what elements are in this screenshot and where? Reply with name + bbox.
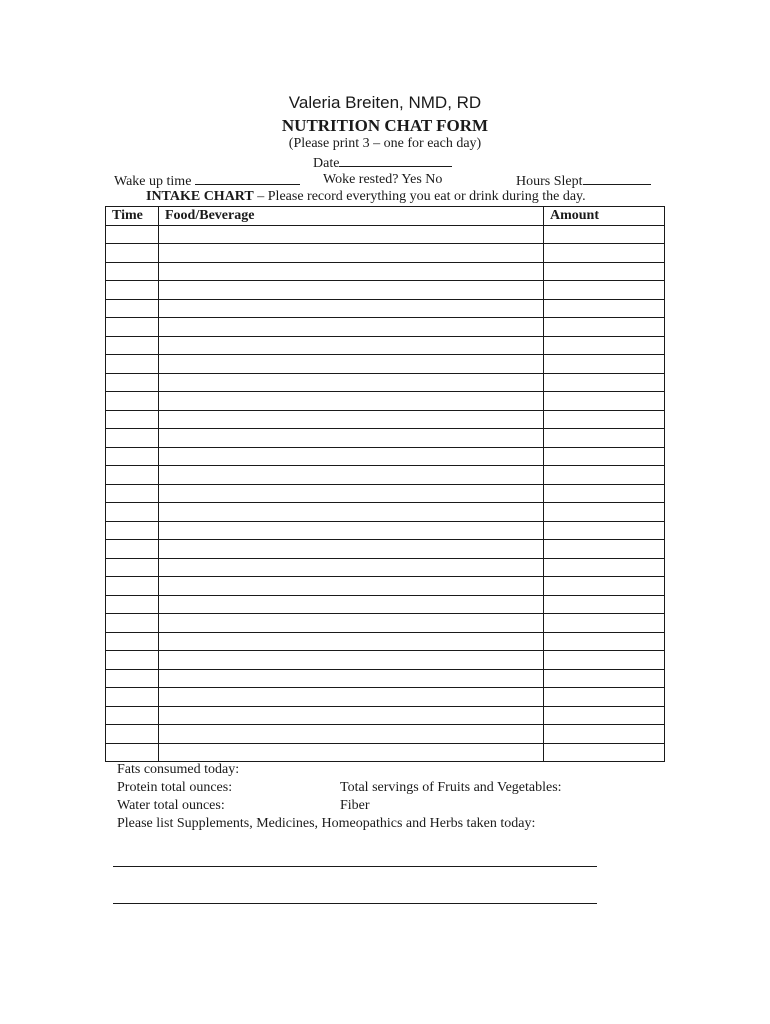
date-blank[interactable] bbox=[339, 154, 452, 167]
food-column-header: Food/Beverage bbox=[159, 207, 544, 226]
time-cell[interactable] bbox=[106, 669, 159, 688]
fruits-vegetables-label: Total servings of Fruits and Vegetables: bbox=[340, 780, 562, 795]
table-row bbox=[106, 725, 665, 744]
fiber-label: Fiber bbox=[340, 798, 370, 813]
food-cell[interactable] bbox=[159, 336, 544, 355]
amount-cell[interactable] bbox=[544, 706, 665, 725]
time-cell[interactable] bbox=[106, 410, 159, 429]
food-cell[interactable] bbox=[159, 558, 544, 577]
food-cell[interactable] bbox=[159, 225, 544, 244]
intake-heading bbox=[146, 189, 586, 205]
table-row bbox=[106, 262, 665, 281]
food-cell[interactable] bbox=[159, 262, 544, 281]
table-row bbox=[106, 503, 665, 522]
amount-cell[interactable] bbox=[544, 373, 665, 392]
time-cell[interactable] bbox=[106, 429, 159, 448]
intake-heading-bold: INTAKE CHART bbox=[146, 189, 254, 204]
amount-cell[interactable] bbox=[544, 336, 665, 355]
amount-cell[interactable] bbox=[544, 410, 665, 429]
food-cell[interactable] bbox=[159, 688, 544, 707]
water-label: Water total ounces: bbox=[117, 798, 225, 813]
food-cell[interactable] bbox=[159, 466, 544, 485]
food-cell[interactable] bbox=[159, 651, 544, 670]
supplements-line-1[interactable] bbox=[113, 866, 597, 867]
print-note: (Please print 3 – one for each day) bbox=[288, 136, 482, 151]
food-cell[interactable] bbox=[159, 577, 544, 596]
food-cell[interactable] bbox=[159, 355, 544, 374]
table-row bbox=[106, 558, 665, 577]
food-cell[interactable] bbox=[159, 447, 544, 466]
food-cell[interactable] bbox=[159, 725, 544, 744]
wake-up-field[interactable] bbox=[114, 172, 300, 190]
amount-cell[interactable] bbox=[544, 244, 665, 263]
author-name: Valeria Breiten, NMD, RD bbox=[288, 93, 482, 112]
time-cell[interactable] bbox=[106, 299, 159, 318]
amount-cell[interactable] bbox=[544, 651, 665, 670]
time-cell[interactable] bbox=[106, 503, 159, 522]
table-row bbox=[106, 281, 665, 300]
food-cell[interactable] bbox=[159, 595, 544, 614]
amount-cell[interactable] bbox=[544, 318, 665, 337]
food-cell[interactable] bbox=[159, 299, 544, 318]
food-cell[interactable] bbox=[159, 669, 544, 688]
table-row bbox=[106, 540, 665, 559]
table-row bbox=[106, 318, 665, 337]
wake-up-blank[interactable] bbox=[195, 172, 300, 185]
amount-cell[interactable] bbox=[544, 632, 665, 651]
amount-cell[interactable] bbox=[544, 225, 665, 244]
form-title: NUTRITION CHAT FORM bbox=[281, 116, 489, 135]
time-cell[interactable] bbox=[106, 466, 159, 485]
time-cell[interactable] bbox=[106, 743, 159, 762]
hours-slept-blank[interactable] bbox=[583, 172, 651, 185]
food-cell[interactable] bbox=[159, 484, 544, 503]
table-row bbox=[106, 577, 665, 596]
time-cell[interactable] bbox=[106, 447, 159, 466]
table-row bbox=[106, 743, 665, 762]
time-cell[interactable] bbox=[106, 558, 159, 577]
amount-cell[interactable] bbox=[544, 262, 665, 281]
supplements-line-2[interactable] bbox=[113, 903, 597, 904]
table-row bbox=[106, 688, 665, 707]
amount-cell[interactable] bbox=[544, 595, 665, 614]
table-row bbox=[106, 336, 665, 355]
amount-cell[interactable] bbox=[544, 558, 665, 577]
food-cell[interactable] bbox=[159, 614, 544, 633]
amount-cell[interactable] bbox=[544, 503, 665, 522]
time-cell[interactable] bbox=[106, 336, 159, 355]
food-cell[interactable] bbox=[159, 244, 544, 263]
table-row bbox=[106, 651, 665, 670]
food-cell[interactable] bbox=[159, 318, 544, 337]
time-cell[interactable] bbox=[106, 262, 159, 281]
time-cell[interactable] bbox=[106, 392, 159, 411]
time-cell[interactable] bbox=[106, 706, 159, 725]
time-cell[interactable] bbox=[106, 521, 159, 540]
hours-slept-field[interactable] bbox=[516, 172, 651, 190]
amount-cell[interactable] bbox=[544, 577, 665, 596]
table-row bbox=[106, 521, 665, 540]
woke-rested-label[interactable]: Woke rested? Yes No bbox=[323, 172, 443, 187]
table-row bbox=[106, 706, 665, 725]
amount-cell[interactable] bbox=[544, 484, 665, 503]
time-cell[interactable] bbox=[106, 373, 159, 392]
supplements-label: Please list Supplements, Medicines, Homeopathics and Herbs taken today: bbox=[117, 816, 536, 831]
amount-cell[interactable] bbox=[544, 743, 665, 762]
intake-table-header bbox=[106, 207, 665, 226]
amount-cell[interactable] bbox=[544, 669, 665, 688]
amount-cell[interactable] bbox=[544, 281, 665, 300]
protein-label: Protein total ounces: bbox=[117, 780, 233, 795]
food-cell[interactable] bbox=[159, 706, 544, 725]
time-cell[interactable] bbox=[106, 355, 159, 374]
time-cell[interactable] bbox=[106, 540, 159, 559]
table-row bbox=[106, 355, 665, 374]
time-cell[interactable] bbox=[106, 595, 159, 614]
amount-cell[interactable] bbox=[544, 429, 665, 448]
food-cell[interactable] bbox=[159, 540, 544, 559]
table-row bbox=[106, 466, 665, 485]
amount-cell[interactable] bbox=[544, 392, 665, 411]
food-cell[interactable] bbox=[159, 743, 544, 762]
intake-table-body bbox=[106, 225, 665, 762]
table-row bbox=[106, 614, 665, 633]
intake-table bbox=[105, 206, 665, 762]
table-row bbox=[106, 632, 665, 651]
time-cell[interactable] bbox=[106, 651, 159, 670]
amount-cell[interactable] bbox=[544, 614, 665, 633]
table-row bbox=[106, 410, 665, 429]
time-cell[interactable] bbox=[106, 632, 159, 651]
time-cell[interactable] bbox=[106, 484, 159, 503]
time-cell[interactable] bbox=[106, 688, 159, 707]
time-cell[interactable] bbox=[106, 318, 159, 337]
table-row bbox=[106, 595, 665, 614]
amount-cell[interactable] bbox=[544, 299, 665, 318]
fats-label: Fats consumed today: bbox=[117, 762, 240, 777]
amount-cell[interactable] bbox=[544, 521, 665, 540]
time-column-header: Time bbox=[106, 207, 159, 226]
time-cell[interactable] bbox=[106, 281, 159, 300]
table-row bbox=[106, 373, 665, 392]
food-cell[interactable] bbox=[159, 373, 544, 392]
table-row bbox=[106, 669, 665, 688]
amount-column-header: Amount bbox=[544, 207, 665, 226]
amount-cell[interactable] bbox=[544, 540, 665, 559]
table-row bbox=[106, 225, 665, 244]
table-row bbox=[106, 484, 665, 503]
time-cell[interactable] bbox=[106, 225, 159, 244]
food-cell[interactable] bbox=[159, 521, 544, 540]
time-cell[interactable] bbox=[106, 577, 159, 596]
intake-heading-text: – Please record everything you eat or drink during the day. bbox=[253, 189, 586, 204]
food-cell[interactable] bbox=[159, 392, 544, 411]
table-row bbox=[106, 244, 665, 263]
food-cell[interactable] bbox=[159, 503, 544, 522]
time-cell[interactable] bbox=[106, 614, 159, 633]
food-cell[interactable] bbox=[159, 429, 544, 448]
amount-cell[interactable] bbox=[544, 688, 665, 707]
time-cell[interactable] bbox=[106, 725, 159, 744]
wake-up-label: Wake up time bbox=[114, 174, 192, 189]
hours-slept-label: Hours Slept bbox=[516, 174, 583, 189]
food-cell[interactable] bbox=[159, 410, 544, 429]
date-field[interactable] bbox=[313, 154, 452, 172]
table-row bbox=[106, 392, 665, 411]
food-cell[interactable] bbox=[159, 281, 544, 300]
amount-cell[interactable] bbox=[544, 447, 665, 466]
amount-cell[interactable] bbox=[544, 355, 665, 374]
amount-cell[interactable] bbox=[544, 725, 665, 744]
amount-cell[interactable] bbox=[544, 466, 665, 485]
time-cell[interactable] bbox=[106, 244, 159, 263]
table-row bbox=[106, 447, 665, 466]
table-row bbox=[106, 429, 665, 448]
table-row bbox=[106, 299, 665, 318]
date-label: Date bbox=[313, 156, 340, 171]
food-cell[interactable] bbox=[159, 632, 544, 651]
